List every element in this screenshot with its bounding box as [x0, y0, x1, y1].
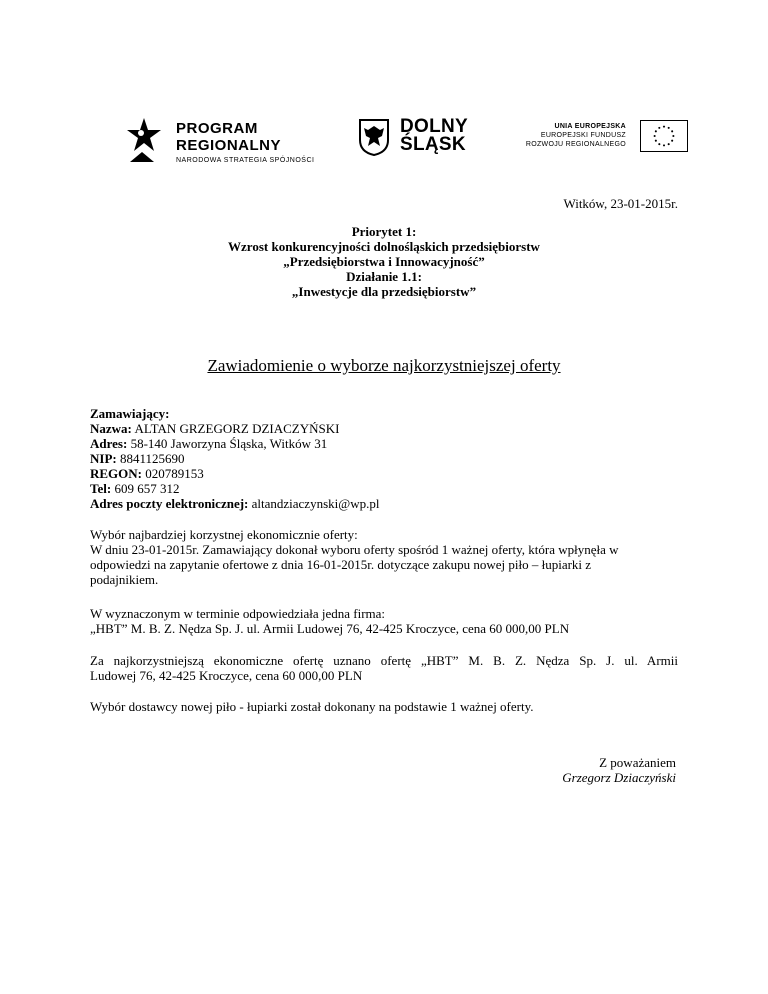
paragraph-line: Ludowej 76, 42-425 Kroczyce, cena 60 000,00 PLN [90, 668, 363, 683]
buyer-name-row [90, 421, 678, 436]
buyer-heading: Zamawiający: [90, 406, 170, 421]
paragraph-line: W wyznaczonym w terminie odpowiedziała jedna firma: [90, 606, 386, 621]
eu-logo [526, 120, 688, 160]
paragraph-line: podajnikiem. [90, 572, 159, 587]
paragraph-line: Za najkorzystniejszą ekonomiczne ofertę uznano ofertę „HBT” M. B. Z. Nędza Sp. J. ul. Armii [90, 653, 678, 668]
buyer-name: ALTAN GRZEGORZ DZIACZYŃSKI [134, 421, 340, 436]
buyer-nip-label: NIP: [90, 451, 117, 466]
program-logo-line3: NARODOWA STRATEGIA SPÓJNOŚCI [176, 157, 315, 164]
buyer-regon-label: REGON: [90, 466, 142, 481]
priority-line: „Inwestycje dla przedsiębiorstw” [291, 284, 477, 299]
paragraph-line: W dniu 23-01-2015r. Zamawiający dokonał wyboru oferty spośród 1 ważnej oferty, która wpłynęła w [90, 542, 619, 557]
buyer-email-row [90, 496, 678, 511]
eagle-crest-icon [358, 118, 390, 156]
accepted-offer-paragraph [90, 653, 678, 683]
header-logos [0, 112, 768, 172]
eu-logo-line2: EUROPEJSKI FUNDUSZ [540, 132, 626, 139]
buyer-tel-label: Tel: [90, 481, 112, 496]
program-logo-line1: PROGRAM [176, 120, 258, 137]
closing-block [562, 755, 676, 785]
buyer-info [90, 406, 678, 511]
buyer-nip: 8841125690 [119, 451, 185, 466]
place-and-date: Witków, 23-01-2015r. [563, 196, 678, 211]
regards-text: Z poważaniem [599, 755, 676, 770]
buyer-name-label: Nazwa: [90, 421, 132, 436]
priority-line: Działanie 1.1: [346, 269, 422, 284]
buyer-address: 58-140 Jaworzyna Śląska, Witków 31 [130, 436, 328, 451]
buyer-regon-row [90, 466, 678, 481]
buyer-regon: 020789153 [145, 466, 204, 481]
paragraph-line: odpowiedzi na zapytanie ofertowe z dnia 16-01-2015r. dotyczące zakupu nowej piło – łupiarki z [90, 557, 592, 572]
buyer-email: altandziaczynski@wp.pl [251, 496, 380, 511]
priority-block [0, 224, 768, 299]
buyer-email-label: Adres poczty elektronicznej: [90, 496, 249, 511]
priority-line: Wzrost konkurencyjności dolnośląskich przedsiębiorstw [228, 239, 540, 254]
offer-choice-paragraph [90, 527, 678, 587]
paragraph-line: Wybór najbardziej korzystnej ekonomicznie oferty: [90, 527, 358, 542]
eu-logo-line1: UNIA EUROPEJSKA [554, 123, 626, 130]
final-statement: Wybór dostawcy nowej piło - łupiarki został dokonany na podstawie 1 ważnej oferty. [90, 699, 534, 714]
buyer-nip-row [90, 451, 678, 466]
program-logo-line2: REGIONALNY [176, 137, 282, 154]
notice-title: Zawiadomienie o wyborze najkorzystniejszej oferty [207, 356, 561, 375]
program-regionalny-emblem-icon [124, 114, 164, 166]
buyer-tel-row [90, 481, 678, 496]
priority-line: Priorytet 1: [351, 224, 417, 239]
eu-logo-line3: ROZWOJU REGIONALNEGO [525, 141, 626, 148]
signature-text: Grzegorz Dziaczyński [562, 770, 676, 785]
buyer-tel: 609 657 312 [114, 481, 180, 496]
dolny-slask-line2: ŚLĄSK [400, 134, 466, 155]
paragraph-line: „HBT” M. B. Z. Nędza Sp. J. ul. Armii Ludowej 76, 42-425 Kroczyce, cena 60 000,00 PLN [90, 621, 570, 636]
buyer-address-row [90, 436, 678, 451]
priority-line: „Przedsiębiorstwa i Innowacyjność” [283, 254, 485, 269]
buyer-address-label: Adres: [90, 436, 128, 451]
responding-firm-paragraph [90, 606, 678, 636]
dolny-slask-line1: DOLNY [400, 116, 468, 137]
program-regionalny-logo [124, 114, 324, 170]
dolny-slask-logo [358, 118, 480, 170]
eu-flag-icon [640, 120, 688, 152]
